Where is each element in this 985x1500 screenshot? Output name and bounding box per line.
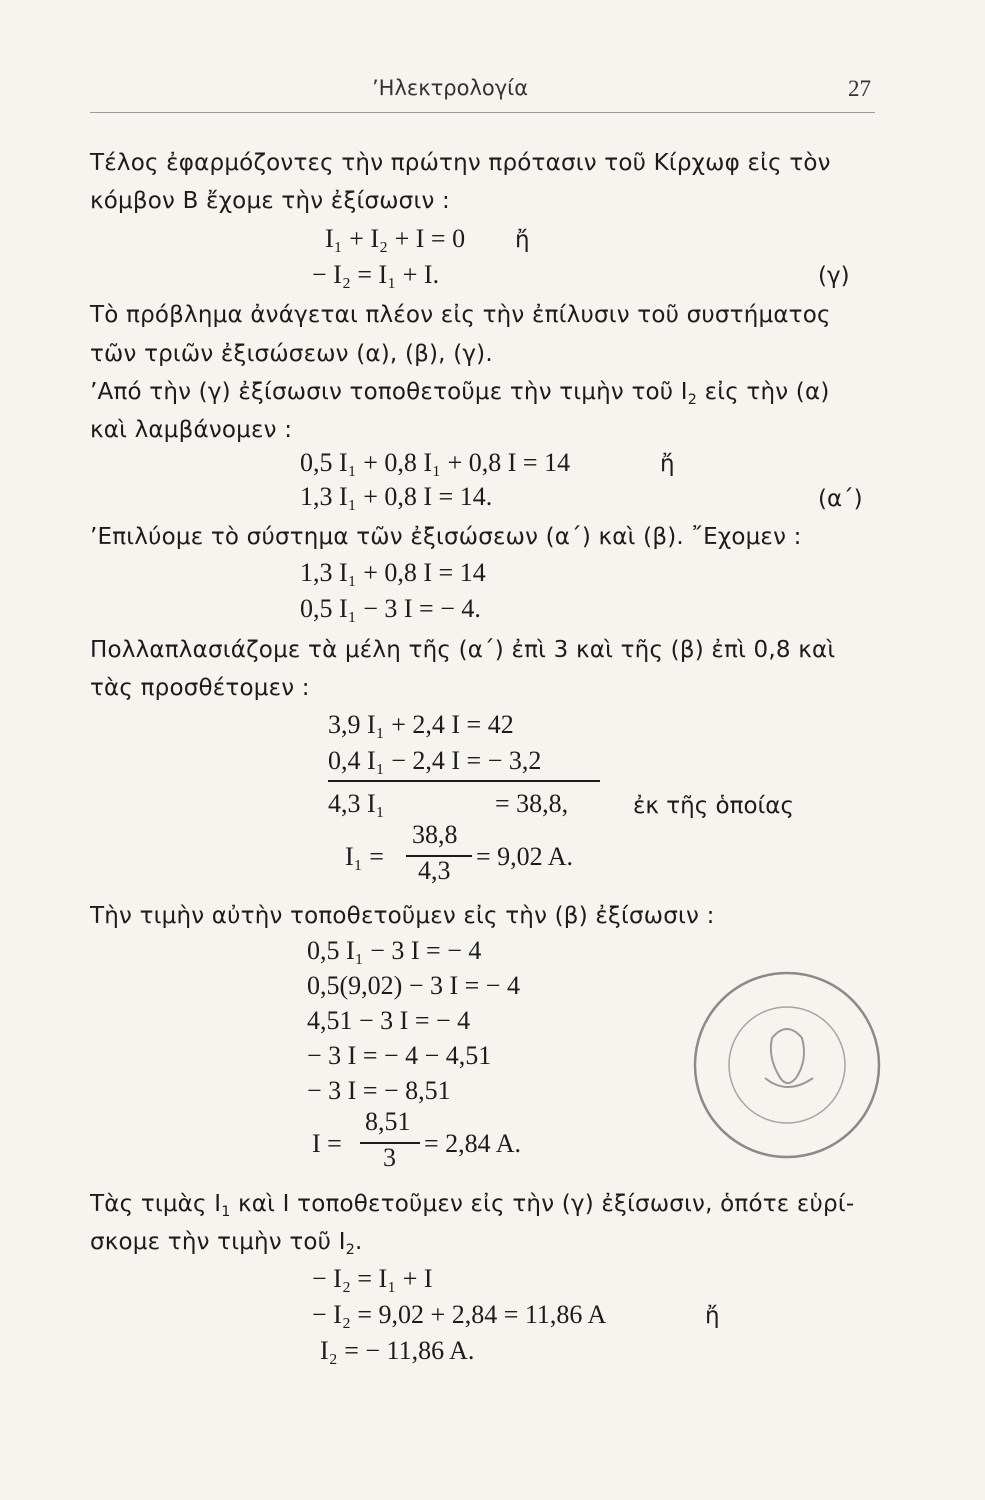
equation: I = (312, 1129, 342, 1158)
equation: − I₂ = I₁ + I (312, 1264, 433, 1293)
header-rule (90, 112, 875, 113)
fraction-denominator: 4,3 (418, 856, 451, 885)
equation-tag: (α΄) (818, 486, 863, 512)
paragraph-line: τὰς προσθέτομεν : (90, 675, 310, 701)
sum-rule (328, 780, 600, 782)
fraction-numerator: 8,51 (365, 1107, 411, 1136)
equation: − 3 I = − 4 − 4,51 (307, 1041, 492, 1070)
paragraph-line: ’Από τὴν (γ) ἐξίσωσιν τοποθετοῦμε τὴν τιμὴν τοῦ $I_2$ εἰς τὴν (α) (90, 379, 830, 408)
or-word: ἤ (515, 227, 530, 253)
paragraph-line: ’Επιλύομε τὸ σύστημα τῶν ἐξισώσεων (α΄) καὶ (β). ῎Εχομεν : (90, 524, 802, 550)
paragraph-line: καὶ λαμβάνομεν : (90, 417, 293, 443)
equation: 4,3 I₁ (328, 789, 385, 818)
equation-note: ἐκ τῆς ὁποίας (633, 793, 794, 819)
equation: I₁ = (345, 842, 384, 871)
fraction-denominator: 3 (383, 1143, 396, 1172)
paragraph-line: Τὰς τιμὰς $I_1$ καὶ I τοποθετοῦμεν εἰς τὴν (γ) ἐξίσωσιν, ὁπότε εὑρί- (90, 1191, 855, 1220)
library-stamp (690, 968, 885, 1163)
or-word: ἤ (705, 1303, 720, 1329)
equation: 4,51 − 3 I = − 4 (307, 1006, 471, 1035)
page-number: 27 (848, 76, 871, 101)
equation: 0,4 I₁ − 2,4 I = − 3,2 (328, 746, 542, 775)
or-word: ἤ (660, 451, 675, 477)
equation: = 9,02 A. (476, 842, 574, 871)
paragraph-line: σκομε τὴν τιμὴν τοῦ $I_2$. (90, 1229, 363, 1258)
paragraph-line: τῶν τριῶν ἐξισώσεων (α), (β), (γ). (90, 341, 493, 367)
equation: 1,3 I₁ + 0,8 I = 14 (300, 558, 486, 587)
fraction-numerator: 38,8 (412, 820, 458, 849)
equation: 0,5 I₁ + 0,8 I₁ + 0,8 I = 14 (300, 448, 571, 477)
equation: 0,5 I₁ − 3 I = − 4 (307, 936, 482, 965)
equation: − I₂ = 9,02 + 2,84 = 11,86 A (312, 1300, 607, 1329)
paragraph-line: Τὴν τιμὴν αὐτὴν τοποθετοῦμεν εἰς τὴν (β) ἐξίσωσιν : (90, 903, 715, 929)
paragraph-line: Τὸ πρόβλημα ἀνάγεται πλέον εἰς τὴν ἐπίλυσιν τοῦ συστήματος (90, 302, 831, 328)
equation: − 3 I = − 8,51 (307, 1076, 451, 1105)
equation: 3,9 I₁ + 2,4 I = 42 (328, 710, 514, 739)
equation: = 2,84 A. (424, 1129, 522, 1158)
equation: I₁ + I₂ + I = 0 (325, 224, 466, 253)
paragraph-line: κόμβον B ἔχομε τὴν ἐξίσωσιν : (90, 188, 450, 214)
equation: I₂ = − 11,86 A. (320, 1336, 475, 1365)
equation: − I₂ = I₁ + I. (312, 260, 440, 289)
equation: 1,3 I₁ + 0,8 I = 14. (300, 482, 493, 511)
paragraph-line: Τέλος ἐφαρμόζοντες τὴν πρώτην πρότασιν τοῦ Κίρχωφ εἰς τὸν (90, 150, 831, 176)
paragraph-line: Πολλαπλασιάζομε τὰ μέλη τῆς (α΄) ἐπὶ 3 καὶ τῆς (β) ἐπὶ 0,8 καὶ (90, 637, 836, 663)
running-header: ’Ηλεκτρολογία (372, 76, 529, 100)
equation-tag: (γ) (818, 263, 850, 289)
equation: 0,5(9,02) − 3 I = − 4 (307, 971, 520, 1000)
equation: = 38,8, (495, 789, 569, 818)
equation: 0,5 I₁ − 3 I = − 4. (300, 594, 481, 623)
